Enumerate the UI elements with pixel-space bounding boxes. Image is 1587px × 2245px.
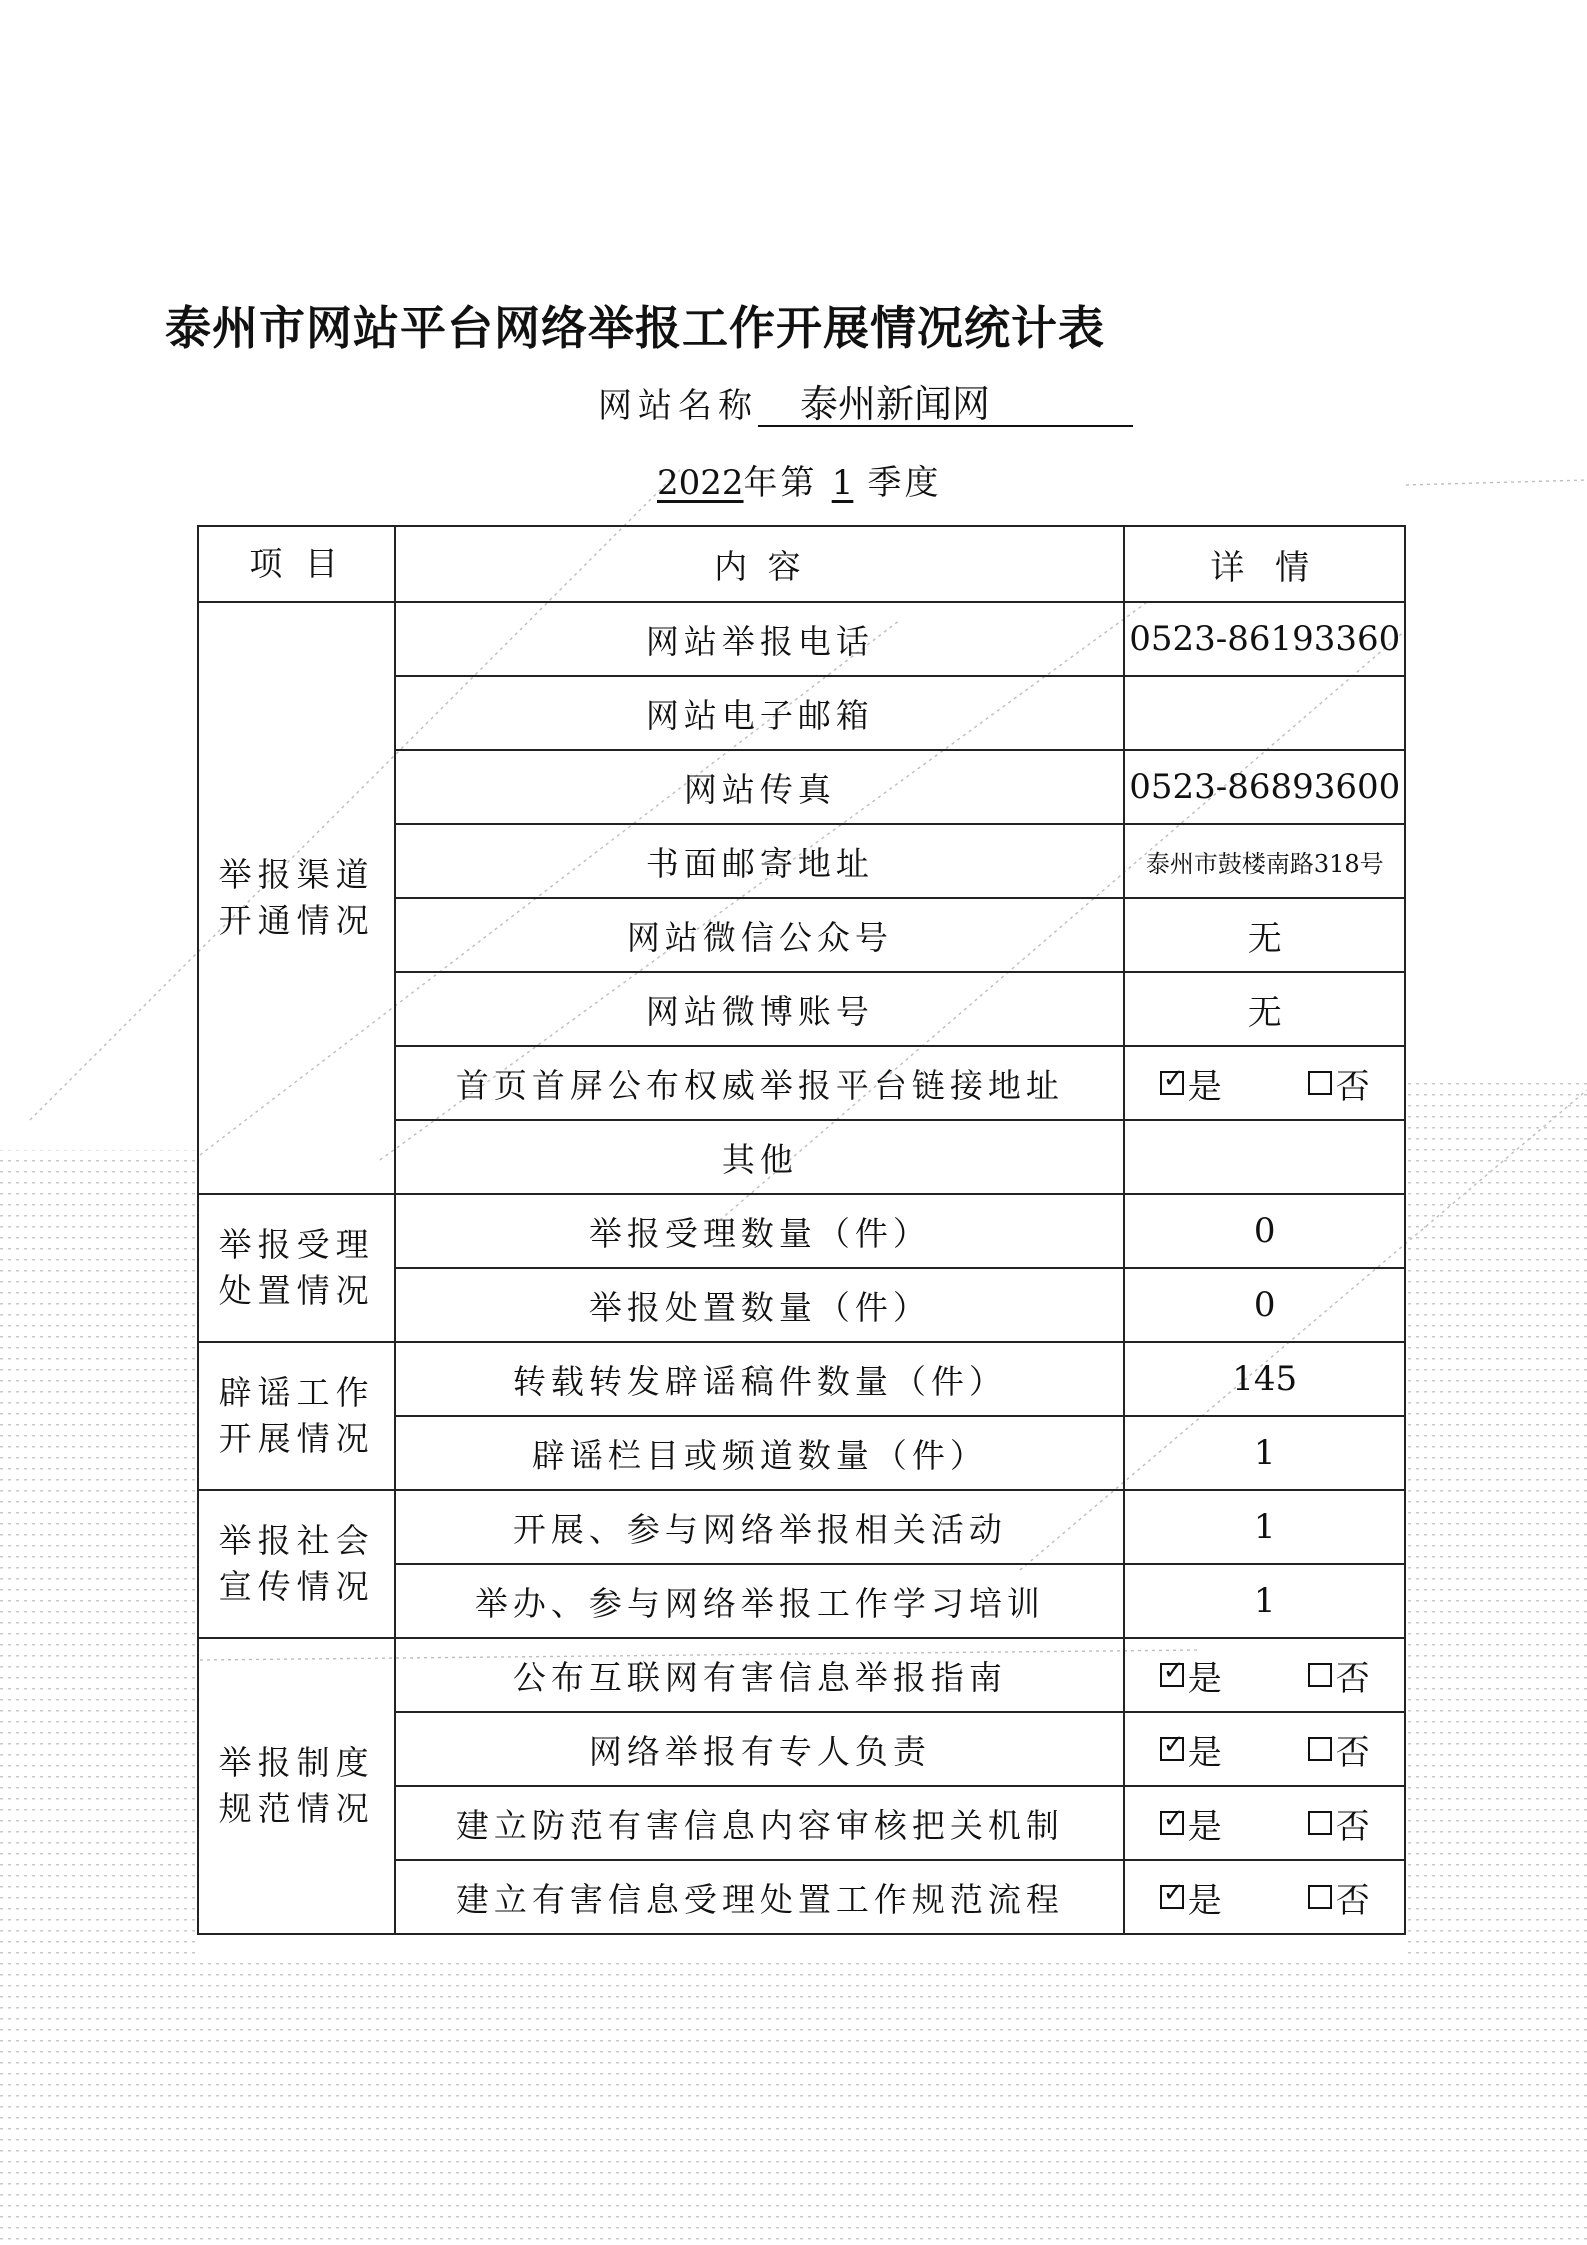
table-header-row — [198, 526, 1405, 602]
statistics-table — [197, 525, 1406, 1935]
content-cell: 举报受理数量（件） — [395, 1194, 1124, 1268]
detail-cell: 0523-86893600 — [1124, 750, 1405, 824]
checked-checkbox-icon — [1160, 1663, 1184, 1687]
yes-no-cell — [1124, 1638, 1405, 1712]
content-cell: 其他 — [395, 1120, 1124, 1194]
no-option[interactable]: 否 — [1308, 1059, 1370, 1108]
table-row — [198, 1194, 1405, 1268]
no-option[interactable]: 否 — [1308, 1799, 1370, 1848]
content-cell: 网站微博账号 — [395, 972, 1124, 1046]
unchecked-checkbox-icon — [1308, 1663, 1332, 1687]
unchecked-checkbox-icon — [1308, 1885, 1332, 1909]
no-option[interactable]: 否 — [1308, 1651, 1370, 1700]
period-quarter: 1 — [831, 463, 854, 503]
site-name-line — [598, 378, 1133, 427]
site-name-label: 网站名称 — [598, 386, 758, 426]
content-cell: 开展、参与网络举报相关活动 — [395, 1490, 1124, 1564]
site-name-value: 泰州新闻网 — [758, 383, 1133, 427]
content-cell: 转载转发辟谣稿件数量（件） — [395, 1342, 1124, 1416]
report-period — [657, 455, 942, 504]
category-cell: 举报制度 规范情况 — [198, 1638, 395, 1934]
content-cell: 举报处置数量（件） — [395, 1268, 1124, 1342]
content-cell: 书面邮寄地址 — [395, 824, 1124, 898]
page-title: 泰州市网站平台网络举报工作开展情况统计表 — [165, 301, 1105, 355]
header-content: 内 容 — [395, 526, 1124, 602]
detail-cell: 0 — [1124, 1268, 1405, 1342]
checked-checkbox-icon — [1160, 1885, 1184, 1909]
content-cell: 建立防范有害信息内容审核把关机制 — [395, 1786, 1124, 1860]
yes-no-cell — [1124, 1860, 1405, 1934]
yes-no-cell — [1124, 1712, 1405, 1786]
detail-cell: 1 — [1124, 1564, 1405, 1638]
unchecked-checkbox-icon — [1308, 1071, 1332, 1095]
content-cell: 网站举报电话 — [395, 602, 1124, 676]
content-cell: 公布互联网有害信息举报指南 — [395, 1638, 1124, 1712]
table-row — [198, 1342, 1405, 1416]
category-cell: 举报渠道 开通情况 — [198, 602, 395, 1194]
unchecked-checkbox-icon — [1308, 1811, 1332, 1835]
category-cell: 举报社会 宣传情况 — [198, 1490, 395, 1638]
period-quarter-suffix: 季度 — [867, 463, 942, 503]
detail-cell: 1 — [1124, 1490, 1405, 1564]
content-cell: 举办、参与网络举报工作学习培训 — [395, 1564, 1124, 1638]
no-option[interactable]: 否 — [1308, 1873, 1370, 1922]
yes-option[interactable]: ✓ 是 — [1160, 1651, 1222, 1700]
content-cell: 网络举报有专人负责 — [395, 1712, 1124, 1786]
yes-option[interactable]: ✓ 是 — [1160, 1725, 1222, 1774]
yes-option[interactable]: ✓ 是 — [1160, 1799, 1222, 1848]
detail-cell: 无 — [1124, 898, 1405, 972]
content-cell: 辟谣栏目或频道数量（件） — [395, 1416, 1124, 1490]
unchecked-checkbox-icon — [1308, 1737, 1332, 1761]
content-cell: 网站传真 — [395, 750, 1124, 824]
table-row — [198, 602, 1405, 676]
header-detail: 详 情 — [1124, 526, 1405, 602]
category-cell: 辟谣工作 开展情况 — [198, 1342, 395, 1490]
detail-cell: 0 — [1124, 1194, 1405, 1268]
category-cell: 举报受理 处置情况 — [198, 1194, 395, 1342]
checked-checkbox-icon — [1160, 1737, 1184, 1761]
table-row — [198, 1490, 1405, 1564]
content-cell: 首页首屏公布权威举报平台链接地址 — [395, 1046, 1124, 1120]
detail-cell: 无 — [1124, 972, 1405, 1046]
checked-checkbox-icon — [1160, 1071, 1184, 1095]
yes-no-cell — [1124, 1046, 1405, 1120]
content-cell: 建立有害信息受理处置工作规范流程 — [395, 1860, 1124, 1934]
yes-option[interactable]: ✓ 是 — [1160, 1059, 1222, 1108]
detail-cell: 泰州市鼓楼南路318号 — [1124, 824, 1405, 898]
yes-no-cell — [1124, 1786, 1405, 1860]
table-row — [198, 1638, 1405, 1712]
detail-cell — [1124, 1120, 1405, 1194]
detail-cell — [1124, 676, 1405, 750]
no-option[interactable]: 否 — [1308, 1725, 1370, 1774]
yes-option[interactable]: ✓ 是 — [1160, 1873, 1222, 1922]
detail-cell: 145 — [1124, 1342, 1405, 1416]
content-cell: 网站微信公众号 — [395, 898, 1124, 972]
period-year-suffix: 年第 — [743, 463, 818, 503]
header-item: 项 目 — [198, 526, 395, 602]
period-year: 2022 — [657, 463, 744, 503]
detail-cell: 1 — [1124, 1416, 1405, 1490]
detail-cell: 0523-86193360 — [1124, 602, 1405, 676]
checked-checkbox-icon — [1160, 1811, 1184, 1835]
content-cell: 网站电子邮箱 — [395, 676, 1124, 750]
